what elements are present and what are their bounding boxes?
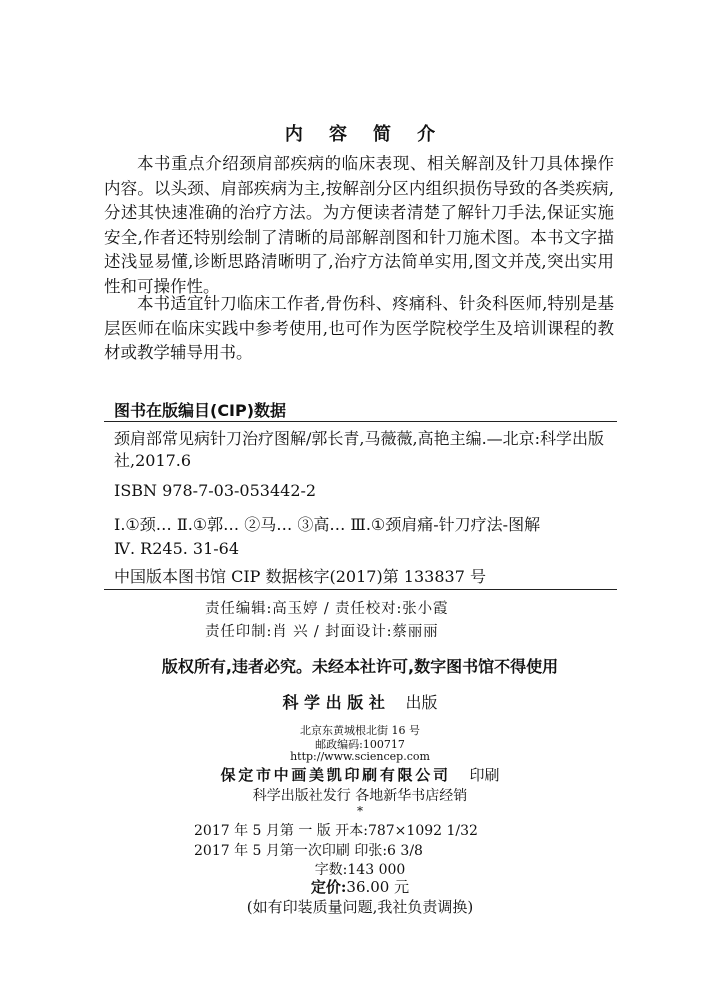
edition-line-1: 2017 年 5 月第 一 版 开本:787×1092 1/32: [194, 823, 478, 839]
page-title: 内 容 简 介: [284, 124, 445, 145]
publisher-row: [0, 690, 720, 713]
copyright-notice: 版权所有,违者必究。未经本社许可,数字图书馆不得使用: [161, 657, 559, 676]
publisher-postcode: 邮政编码:100717: [315, 738, 405, 751]
publisher-action: 出版: [405, 693, 438, 712]
price-row: [0, 876, 720, 897]
cip-record-number: 中国版本图书馆 CIP 数据核字(2017)第 133837 号: [114, 567, 486, 586]
printer-name: 保定市中画美凯印刷有限公司: [220, 766, 451, 784]
edition-line-2: 2017 年 5 月第一次印刷 印张:6 3/8: [194, 843, 423, 859]
cip-bottom-rule: [104, 589, 617, 590]
quality-notice: (如有印装质量问题,我社负责调换): [246, 898, 474, 916]
cip-classification-2: Ⅳ. R245. 31-64: [114, 539, 240, 558]
publisher-address: 北京东黄城根北街 16 号: [300, 724, 420, 737]
cip-isbn: ISBN 978-7-03-053442-2: [114, 481, 317, 500]
staff-line-1: 责任编辑:高玉婷 / 责任校对:张小霞: [205, 601, 449, 617]
printer-action: 印刷: [469, 766, 500, 784]
price-value: 36.00 元: [346, 878, 410, 896]
printer-row: [0, 764, 720, 785]
distribution-line: 科学出版社发行 各地新华书店经销: [252, 788, 468, 804]
cip-classification-1: Ⅰ.①颈… Ⅱ.①郭… ②马… ③高… Ⅲ.①颈肩痛-针刀疗法-图解: [114, 515, 541, 534]
cip-heading: 图书在版编目(CIP)数据: [114, 401, 287, 420]
publisher-logo-text: 科学出版社: [282, 693, 391, 712]
word-count: 字数:143 000: [314, 862, 406, 878]
intro-paragraph-2: 本书适宜针刀临床工作者,骨伤科、疼痛科、针灸科医师,特别是基层医师在临床实践中参考使用,也可作为医学院校学生及培训课程的教材或教学辅导用书。: [104, 294, 614, 362]
separator-star: *: [357, 804, 363, 818]
intro-paragraph-1: 本书重点介绍颈肩部疾病的临床表现、相关解剖及针刀具体操作内容。以头颈、肩部疾病为主,按解剖分区内组织损伤导致的各类疾病,分述其快速准确的治疗方法。为方便读者清楚了解针刀手法,保证实施安全,作者还特别绘制了清晰的局部解剖图和针刀施术图。本书文字描述浅显易懂,诊断思路清晰明了,治疗方法简单实用,图文并茂,突出实用性和可操作性。: [104, 154, 614, 296]
cip-top-rule: [104, 421, 617, 422]
cip-entry: 颈肩部常见病针刀治疗图解/郭长青,马薇薇,高艳主编.—北京:科学出版社,2017.6: [114, 429, 605, 470]
price-label: 定价:: [310, 878, 347, 896]
publisher-website: http://www.sciencep.com: [290, 750, 430, 763]
staff-line-2: 责任印制:肖 兴 / 封面设计:蔡丽丽: [205, 624, 439, 640]
